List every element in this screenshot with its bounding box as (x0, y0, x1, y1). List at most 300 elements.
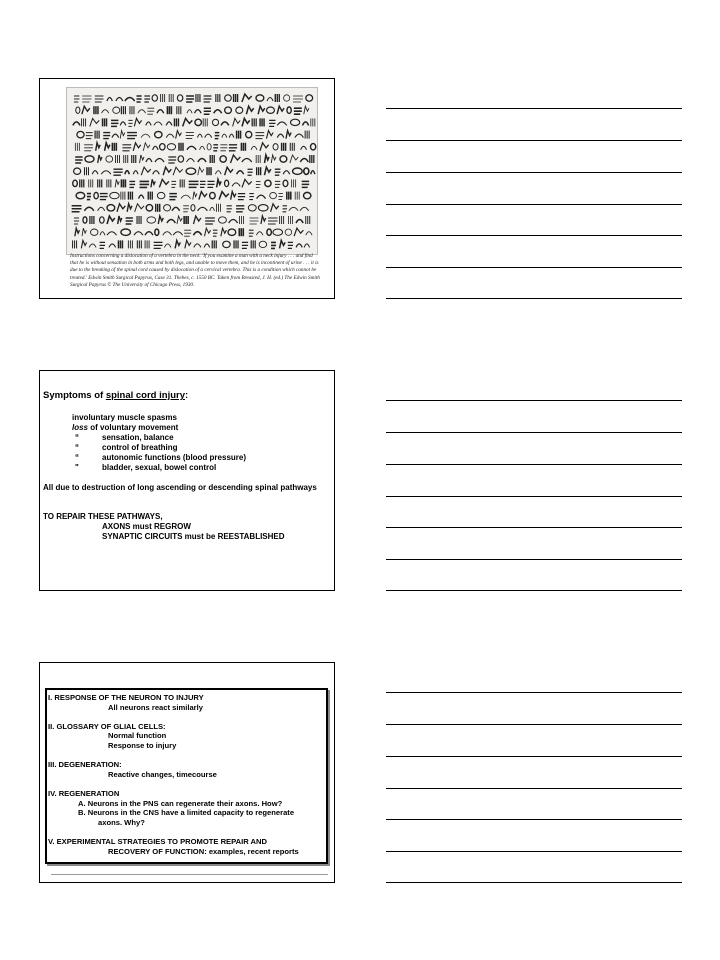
hieroglyph-glyph (196, 94, 200, 102)
hieroglyph-glyph (136, 96, 141, 102)
note-line (386, 267, 682, 268)
hieroglyph-glyph (146, 122, 151, 126)
hieroglyph-glyph (187, 159, 195, 163)
hieroglyph-glyph (248, 169, 253, 175)
symptom-item (43, 413, 333, 423)
hieroglyph-glyph (100, 232, 105, 236)
hieroglyph-glyph (310, 144, 315, 150)
hieroglyph-glyph (265, 180, 271, 186)
hieroglyph-glyph (290, 143, 294, 151)
hieroglyph-glyph (295, 134, 304, 138)
hieroglyph-glyph (242, 159, 252, 163)
hieroglyph-glyph (251, 240, 255, 248)
hieroglyph-glyph (155, 131, 162, 137)
hieroglyph-glyph (184, 216, 188, 224)
outline-heading: II. GLOSSARY OF GLIAL CELLS: (48, 721, 166, 731)
hieroglyph-glyph (159, 179, 168, 187)
hieroglyph-glyph (234, 94, 238, 102)
hieroglyph-glyph (139, 195, 144, 199)
hieroglyph-glyph (73, 240, 77, 248)
hieroglyph-glyph (138, 110, 146, 114)
hieroglyph-glyph (217, 179, 222, 187)
hieroglyph-glyph (145, 232, 153, 236)
hieroglyph-glyph (310, 155, 314, 163)
hieroglyph-glyph (252, 118, 256, 126)
hieroglyph-glyph (189, 181, 199, 187)
hieroglyph-glyph (127, 204, 132, 212)
hieroglyph-glyph (270, 192, 277, 198)
hieroglyph-glyph (74, 218, 79, 224)
hieroglyph-glyph (173, 167, 183, 175)
outline-heading: V. EXPERIMENTAL STRATEGIES TO PROMOTE REPAIR AND (48, 836, 267, 846)
hieroglyph-glyph (256, 155, 260, 163)
hieroglyph-glyph (199, 192, 207, 200)
hieroglyph-glyph (83, 217, 87, 223)
note-line (386, 788, 682, 789)
hieroglyph-glyph (102, 110, 109, 114)
hieroglyph-glyph (306, 216, 310, 224)
hieroglyph-glyph (284, 95, 290, 101)
hieroglyph-glyph (271, 204, 279, 212)
hieroglyph-glyph (283, 171, 289, 175)
hieroglyph-glyph (258, 205, 268, 211)
note-line (386, 204, 682, 205)
hieroglyph-glyph (261, 216, 266, 224)
hieroglyph-glyph (177, 216, 182, 224)
hieroglyph-glyph (248, 205, 256, 211)
repair-item: SYNAPTIC CIRCUITS must be REESTABLISHED (102, 532, 285, 541)
hieroglyph-glyph (204, 108, 211, 114)
hieroglyph-glyph (214, 110, 222, 114)
note-line (386, 235, 682, 236)
hieroglyph-glyph (157, 192, 165, 198)
hieroglyph-glyph (267, 229, 272, 235)
hieroglyph-glyph (191, 205, 195, 211)
hieroglyph-glyph (130, 106, 134, 114)
hieroglyph-glyph (157, 110, 164, 114)
hieroglyph-glyph (288, 216, 292, 224)
hieroglyph-glyph (304, 168, 309, 174)
hieroglyph-glyph (225, 167, 233, 175)
hieroglyph-glyph (112, 143, 116, 151)
hieroglyph-glyph (169, 94, 173, 102)
outline-subitem: A. Neurons in the PNS can regenerate their axons. How? (78, 798, 283, 808)
hieroglyph-glyph (193, 232, 201, 236)
hieroglyph-glyph (146, 205, 152, 211)
hieroglyph-glyph (304, 106, 309, 114)
hieroglyph-glyph (166, 134, 174, 138)
hieroglyph-glyph (160, 144, 165, 150)
title-link[interactable]: spinal cord injury (105, 390, 185, 401)
note-line (386, 851, 682, 852)
hieroglyph-glyph (259, 241, 267, 247)
hieroglyph-glyph (285, 229, 292, 235)
hieroglyph-glyph (82, 118, 86, 126)
title-prefix: Symptoms of (43, 390, 106, 401)
hieroglyph-glyph (107, 232, 117, 236)
hieroglyph-glyph (173, 232, 182, 236)
hieroglyph-glyph (98, 207, 105, 211)
outline-heading: I. RESPONSE OF THE NEURON TO INJURY (48, 693, 204, 702)
hieroglyph-glyph (178, 156, 183, 162)
hieroglyph-glyph (81, 240, 86, 248)
outline-subitem: All neurons react similarly (108, 702, 203, 712)
outline-subitem: axons. Why? (98, 817, 145, 827)
symptom-text: control of breathing (102, 443, 178, 452)
slide-2 (39, 370, 335, 591)
hieroglyph-glyph (84, 207, 93, 211)
hieroglyph-glyph (110, 192, 119, 198)
hieroglyph-glyph (221, 122, 229, 126)
hieroglyph-glyph (141, 134, 150, 138)
hieroglyph-glyph (183, 206, 189, 212)
hieroglyph-glyph (216, 94, 220, 102)
hieroglyph-glyph (301, 146, 307, 150)
hieroglyph-glyph (133, 143, 141, 151)
hieroglyph-glyph (92, 171, 98, 175)
hieroglyph-glyph (72, 206, 82, 212)
hieroglyph-glyph (222, 134, 227, 138)
hieroglyph-glyph (118, 240, 122, 248)
hieroglyph-glyph (186, 168, 196, 174)
hieroglyph-glyph (74, 168, 81, 174)
hieroglyph-glyph (137, 216, 141, 224)
hieroglyphic-papyrus-image (66, 87, 318, 255)
hieroglyph-glyph (237, 131, 241, 139)
hieroglyph-glyph (265, 155, 270, 163)
hieroglyph-glyph (128, 120, 132, 126)
hieroglyph-glyph (283, 180, 288, 186)
hieroglyph-glyph (207, 144, 211, 150)
hieroglyph-glyph (264, 167, 270, 175)
hieroglyph-glyph (193, 192, 197, 200)
symptom-text: of voluntary movement (88, 423, 179, 432)
hieroglyph-glyph (250, 218, 259, 224)
hieroglyph-glyph (84, 145, 93, 151)
hieroglyph-glyph (275, 94, 279, 102)
note-line (386, 140, 682, 141)
hieroglyph-glyph (107, 205, 115, 211)
image-caption: Instructions concerning a dislocation of a vertebra in the neck. 'If you examine a man with a neck injury . . . and find that he is without sensation in both arms and both legs, and unable to move them, and he is incontinent of urine . . . it is due to the breaking of the spinal cord caused by dislocation of a cervical vertebra. This is a condition which cannot be treated.' Edwin Smith Surgical Papyrus, Case 31. Thebes, c. 1550 BC. Taken from Breasted, J. H. (ed.) The Edwin Smith Surgical Papyrus © The University of Chicago Press, 1930. (70, 253, 320, 288)
hieroglyph-glyph (95, 96, 104, 102)
hieroglyph-glyph (280, 156, 287, 162)
hieroglyph-glyph (305, 131, 309, 139)
outline-heading: IV. REGENERATION (48, 788, 120, 798)
hieroglyph-glyph (225, 107, 232, 113)
hieroglyph-glyph (112, 134, 119, 138)
hieroglyph-glyph (268, 218, 277, 224)
hieroglyph-glyph (198, 207, 208, 211)
hieroglyph-glyph (77, 131, 84, 137)
note-line (386, 882, 682, 883)
hieroglyph-glyph (128, 192, 132, 200)
hieroglyph-glyph (246, 131, 252, 137)
hieroglyph-glyph (238, 194, 245, 200)
hieroglyph-glyph (74, 96, 79, 102)
hieroglyph-glyph (89, 179, 93, 187)
repair-heading: TO REPAIR THESE PATHWAYS, (43, 512, 163, 521)
hieroglyph-glyph (194, 110, 201, 114)
hieroglyph-glyph (109, 244, 116, 248)
hieroglyph-glyph (242, 179, 252, 187)
slide-1 (39, 78, 335, 299)
hieroglyph-glyph (140, 155, 144, 163)
note-line (386, 432, 682, 433)
hieroglyph-glyph (205, 134, 212, 138)
hieroglyph-glyph (212, 240, 216, 248)
hieroglyph-glyph (229, 145, 237, 151)
hieroglyph-glyph (239, 228, 243, 236)
hieroglyph-glyph (106, 156, 113, 162)
hieroglyph-glyph (275, 181, 280, 187)
hieroglyph-glyph (194, 244, 201, 248)
hieroglyph-glyph (306, 95, 313, 101)
hieroglyph-glyph (171, 181, 176, 187)
hieroglyph-glyph (267, 107, 275, 113)
hieroglyph-glyph (249, 230, 254, 236)
note-line (386, 559, 682, 560)
hieroglyph-glyph (288, 242, 293, 248)
hieroglyph-glyph (181, 195, 191, 199)
hieroglyph-glyph (84, 167, 88, 175)
hieroglyph-glyph (107, 98, 112, 102)
hieroglyph-glyph (277, 106, 284, 114)
hieroglyph-glyph (204, 244, 210, 248)
hieroglyph-glyph (257, 195, 266, 199)
ditto-mark: “ (75, 443, 79, 452)
hieroglyph-glyph (255, 133, 264, 139)
ditto-mark: “ (75, 433, 79, 442)
hieroglyph-glyph (205, 228, 211, 236)
hieroglyph-glyph (98, 155, 102, 163)
hieroglyph-glyph (242, 94, 252, 102)
hieroglyph-glyph (260, 118, 264, 126)
hieroglyph-glyph (215, 171, 221, 175)
hieroglyph-glyph (246, 106, 253, 114)
hieroglyph-glyph (195, 119, 201, 125)
hieroglyph-glyph (271, 242, 276, 248)
hieroglyph-glyph (231, 192, 236, 200)
hieroglyph-glyph (289, 207, 298, 211)
hieroglyph-glyph (168, 157, 176, 163)
hieroglyph-glyph (228, 229, 236, 235)
hieroglyph-glyph (163, 232, 172, 236)
hieroglyph-glyph (221, 228, 227, 236)
hieroglyph-glyph (193, 216, 200, 224)
hieroglyph-glyph (73, 122, 80, 126)
hieroglyph-glyph (296, 244, 302, 248)
hieroglyph-glyph (164, 244, 171, 248)
hieroglyph-glyph (203, 118, 207, 126)
hieroglyph-glyph (167, 106, 171, 114)
hieroglyph-glyph (166, 122, 172, 126)
hieroglyph-glyph (219, 217, 227, 223)
hieroglyph-glyph (257, 167, 261, 175)
hieroglyph-glyph (103, 133, 110, 139)
hieroglyph-glyph (232, 183, 240, 187)
outline-subitem: Response to injury (108, 740, 177, 750)
hieroglyph-glyph (167, 220, 175, 224)
hieroglyph-glyph (143, 143, 150, 151)
hieroglyph-glyph (256, 181, 261, 187)
hieroglyph-glyph (242, 242, 248, 248)
hieroglyph-glyph (177, 95, 182, 101)
symptom-ditto-item (43, 443, 333, 453)
note-line (386, 172, 682, 173)
hieroglyph-glyph (283, 206, 287, 212)
hieroglyph-glyph (200, 181, 205, 187)
outline-subitem: Reactive changes, timecourse (108, 769, 217, 779)
hieroglyph-glyph (258, 106, 265, 114)
hieroglyph-glyph (303, 122, 309, 126)
hieroglyph-glyph (197, 134, 202, 138)
hieroglyph-glyph (156, 204, 160, 212)
outline-text-block (48, 693, 333, 856)
hieroglyph-glyph (185, 240, 191, 248)
hieroglyph-glyph (82, 96, 91, 102)
hieroglyph-glyph (205, 218, 215, 224)
hieroglyph-glyph (90, 118, 99, 126)
hieroglyph-glyph (295, 192, 299, 200)
hieroglyph-glyph (300, 159, 308, 163)
note-line (386, 819, 682, 820)
hieroglyph-glyph (153, 171, 159, 175)
hieroglyph-glyph (140, 181, 149, 187)
hieroglyph-glyph (144, 96, 150, 102)
hieroglyph-glyph (101, 171, 111, 175)
hieroglyph-glyph (153, 146, 158, 150)
hieroglyph-glyph (82, 106, 90, 114)
hieroglyph-glyph (219, 192, 229, 200)
hieroglyph-glyph (217, 204, 221, 212)
hieroglyph-glyph (273, 229, 283, 235)
divider (51, 874, 328, 875)
hieroglyph-glyph (287, 192, 291, 200)
hieroglyph-glyph (306, 232, 312, 236)
title-suffix: : (185, 390, 189, 401)
hieroglyph-glyph (273, 144, 278, 150)
hieroglyph-glyph (154, 122, 162, 126)
outline-subitem: Normal function (108, 731, 167, 741)
hieroglyph-glyph (121, 192, 125, 200)
hieroglyph-glyph (127, 133, 137, 139)
hieroglyph-glyph (280, 216, 284, 224)
hieroglyph-glyph (256, 95, 264, 101)
outline-subitem: B. Neurons in the CNS have a limited capacity to regenerate (78, 808, 295, 818)
hieroglyph-glyph (111, 120, 118, 126)
hieroglyph-glyph (90, 216, 94, 224)
ditto-mark: " (75, 463, 79, 472)
hieroglyph-glyph (161, 94, 165, 102)
hieroglyph-glyph (294, 228, 303, 236)
hieroglyph-glyph (105, 143, 110, 151)
hieroglyph-glyph (86, 133, 93, 139)
hieroglyph-glyph (76, 107, 80, 113)
hieroglyph-glyph (75, 157, 82, 163)
hieroglyph-glyph (118, 216, 122, 224)
hieroglyph-glyph (135, 204, 144, 212)
outline-heading: III. DEGENERATION: (48, 760, 122, 770)
hieroglyph-glyph (287, 107, 291, 113)
hieroglyph-glyph (82, 228, 86, 236)
hieroglyph-glyph (98, 179, 102, 187)
hieroglyph-glyph (80, 179, 84, 187)
hieroglyph-glyph (207, 167, 211, 175)
hieroglyph-glyph (277, 134, 284, 138)
hieroglyph-glyph (155, 229, 159, 235)
hieroglyph-glyph (125, 98, 135, 102)
hieroglyph-glyph (73, 180, 78, 186)
note-line (386, 527, 682, 528)
hieroglyph-glyph (134, 232, 143, 236)
hieroglyph-glyph (210, 155, 214, 163)
hieroglyph-glyph (76, 192, 85, 198)
slide-title (43, 390, 333, 403)
symptom-ditto-item (43, 433, 333, 443)
hieroglyph-glyph (155, 159, 164, 163)
hieroglyph-glyph (120, 131, 125, 139)
hieroglyph-glyph (291, 119, 300, 125)
hieroglyph-glyph (187, 110, 192, 114)
hieroglyph-glyph (280, 240, 286, 248)
hieroglyph-glyph (100, 194, 108, 200)
hieroglyph-glyph (94, 192, 98, 198)
hieroglyph-glyph (184, 230, 191, 236)
note-line (386, 692, 682, 693)
hieroglyph-glyph (212, 119, 218, 125)
hieroglyph-glyph (293, 96, 303, 102)
hieroglyph-glyph (213, 230, 217, 236)
hieroglyph-glyph (96, 143, 101, 151)
hieroglyph-glyph (107, 216, 115, 224)
hieroglyph-glyph (290, 155, 298, 163)
hieroglyph-glyph (75, 228, 80, 236)
hieroglyph-glyph (133, 171, 138, 175)
hieroglyph-glyph (204, 96, 212, 102)
hieroglyph-glyph (294, 108, 302, 114)
hieroglyph-glyph (215, 133, 220, 139)
hieroglyph-glyph (186, 96, 194, 102)
hieroglyph-glyph (145, 240, 149, 248)
hieroglyph-glyph (311, 171, 315, 175)
hieroglyph-glyph (223, 241, 231, 247)
hieroglyph-glyph (75, 143, 79, 151)
hieroglyph-glyph (152, 95, 157, 101)
hieroglyph-glyph (292, 179, 296, 187)
hieroglyph-glyph (183, 118, 193, 126)
hieroglyph-glyph (137, 240, 141, 248)
hieroglyph-glyph (210, 192, 216, 198)
symptom-ditto-item (43, 453, 333, 463)
hieroglyph-glyph (176, 131, 182, 139)
hieroglyph-glyph (147, 217, 156, 223)
symptom-ditto-item (43, 463, 333, 473)
hieroglyph-glyph (241, 143, 245, 151)
hieroglyph-glyph (234, 240, 238, 248)
hieroglyph-glyph (115, 179, 119, 187)
symptom-text: autonomic functions (blood pressure) (102, 453, 247, 462)
hieroglyph-glyph (100, 242, 105, 248)
hieroglyph-glyph (236, 206, 244, 212)
hieroglyph-glyph (233, 118, 241, 126)
hieroglyph-glyph (260, 143, 269, 151)
hieroglyph-glyph (151, 179, 155, 187)
hieroglyph-glyph (174, 118, 178, 126)
hieroglyph-glyph (300, 207, 309, 211)
note-line (386, 298, 682, 299)
hieroglyph-glyph (89, 244, 96, 248)
hieroglyph-glyph (177, 106, 181, 114)
